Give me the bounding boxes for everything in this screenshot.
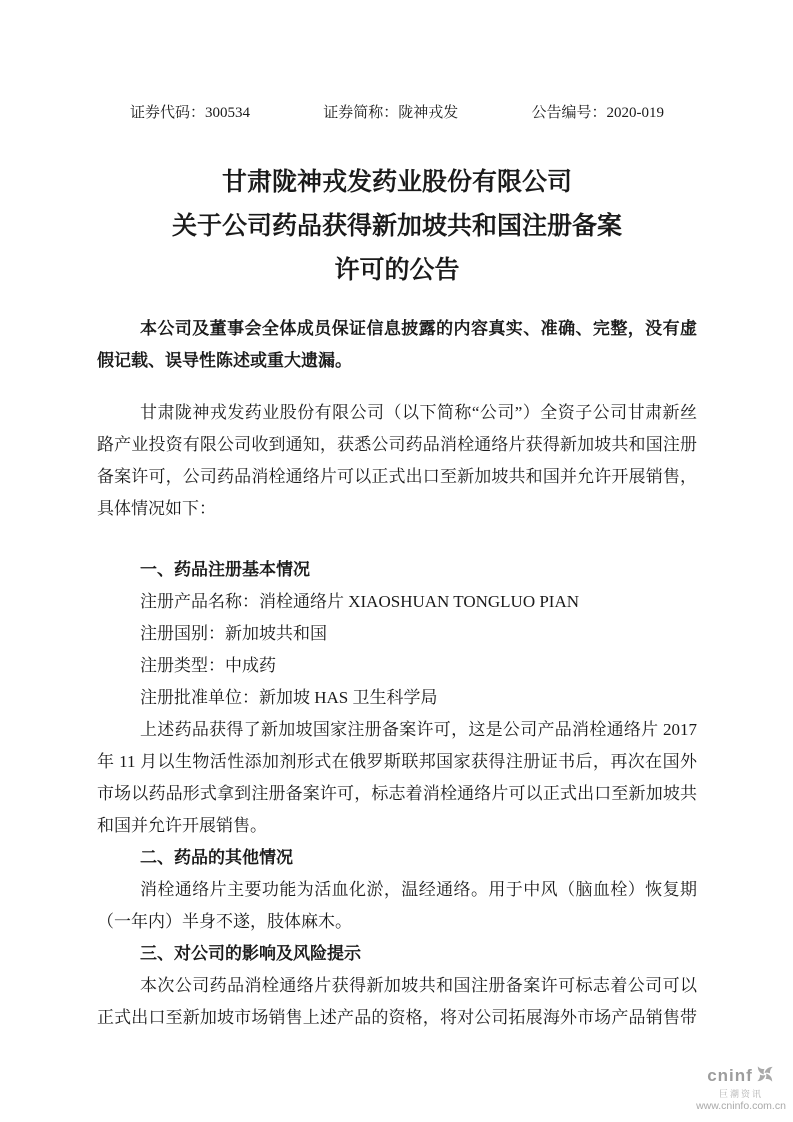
title-line-1: 甘肃陇神戎发药业股份有限公司 bbox=[221, 168, 572, 196]
document-header bbox=[97, 102, 697, 124]
registration-type: 注册类型：中成药 bbox=[140, 656, 276, 675]
cninfo-url: www.cninfo.com.cn bbox=[696, 1100, 786, 1113]
section-3-body: 本次公司药品消栓通络片获得新加坡共和国注册备案许可标志着公司可以正式出口至新加坡市场销售上述产品的资格，将对公司拓展海外市场产品销售带 bbox=[97, 976, 697, 1027]
section-3-heading: 三、对公司的影响及风险提示 bbox=[140, 944, 361, 963]
cninfo-swirl-icon bbox=[755, 1064, 775, 1089]
disclaimer-statement: 本公司及董事会全体成员保证信息披露的内容真实、准确、完整，没有虚假记载、误导性陈述或重大遗漏。 bbox=[97, 319, 697, 370]
registration-product-name: 注册产品名称：消栓通络片 XIAOSHUAN TONGLUO PIAN bbox=[140, 592, 580, 611]
announcement-number: 公告编号：2020-019 bbox=[531, 105, 664, 121]
cninfo-chinese-name: 巨潮资讯 bbox=[718, 1088, 763, 1099]
intro-paragraph: 甘肃陇神戎发药业股份有限公司（以下简称“公司”）全资子公司甘肃新丝路产业投资有限公司收到通知，获悉公司药品消栓通络片获得新加坡共和国注册备案许可，公司药品消栓通络片可以正式出口至新加坡共和国并允许开展销售，具体情况如下： bbox=[97, 403, 697, 518]
cninfo-brand-row bbox=[693, 1064, 789, 1089]
section-1-body: 上述药品获得了新加坡国家注册备案许可，这是公司产品消栓通络片 2017 年 11 月以生物活性添加剂形式在俄罗斯联邦国家获得注册证书后，再次在国外市场以药品形式拿到注册备案许可，标志着消栓通络片可以正式出口至新加坡共和国并允许开展销售。 bbox=[97, 720, 697, 835]
title-line-3: 许可的公告 bbox=[334, 256, 460, 284]
cninfo-brand-text: cninf bbox=[707, 1065, 753, 1085]
registration-country: 注册国别：新加坡共和国 bbox=[140, 624, 327, 643]
document-title bbox=[97, 160, 697, 292]
stock-abbr: 证券简称：陇神戎发 bbox=[323, 105, 459, 121]
cninfo-watermark bbox=[693, 1064, 789, 1113]
registration-approval-authority: 注册批准单位：新加坡 HAS 卫生科学局 bbox=[140, 688, 438, 707]
section-1-heading: 一、药品注册基本情况 bbox=[140, 560, 310, 579]
section-2-body: 消栓通络片主要功能为活血化淤，温经通络。用于中风（脑血栓）恢复期（一年内）半身不遂，肢体麻木。 bbox=[97, 880, 697, 931]
section-2-heading: 二、药品的其他情况 bbox=[140, 848, 293, 867]
stock-code: 证券代码：300534 bbox=[130, 105, 251, 121]
title-line-2: 关于公司药品获得新加坡共和国注册备案 bbox=[171, 212, 622, 240]
